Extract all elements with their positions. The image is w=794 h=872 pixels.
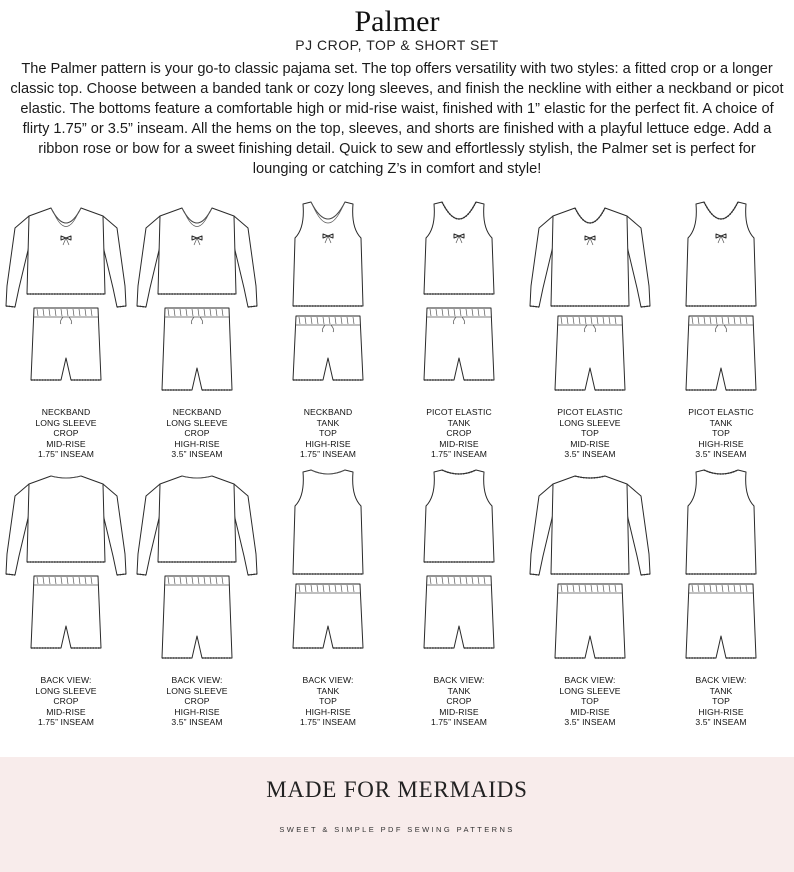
flat-sketch-illustration xyxy=(656,194,786,404)
pattern-title: Palmer xyxy=(354,5,440,38)
caption-line: BACK VIEW: xyxy=(695,675,747,685)
caption-line: BACK VIEW: xyxy=(433,675,485,685)
caption-line: NECKBAND xyxy=(172,407,222,417)
flat-sketch-illustration xyxy=(132,462,262,672)
shorts xyxy=(162,576,232,658)
view-caption xyxy=(525,675,655,728)
caption-line: MID-RISE xyxy=(439,438,479,449)
back-views-row xyxy=(0,462,794,728)
view-caption xyxy=(132,675,262,728)
caption-line: 3.5” INSEAM xyxy=(171,449,223,460)
caption-line: HIGH-RISE xyxy=(305,706,351,717)
tank-body xyxy=(293,470,363,574)
caption-line: CROP xyxy=(446,428,472,439)
caption-line: 1.75” INSEAM xyxy=(299,717,357,728)
front-views-row xyxy=(0,194,794,460)
flat-sketch-illustration xyxy=(656,462,786,672)
left-sleeve xyxy=(530,216,553,307)
caption-line: BACK VIEW: xyxy=(171,675,223,685)
left-sleeve xyxy=(6,216,29,307)
view-caption xyxy=(656,407,786,460)
caption-line: HIGH-RISE xyxy=(698,706,744,717)
view-caption xyxy=(394,675,524,728)
back-sketch-6 xyxy=(656,462,786,728)
caption-line: NECKBAND xyxy=(41,407,91,417)
caption-line: HIGH-RISE xyxy=(174,706,220,717)
shorts xyxy=(686,316,756,390)
front-sketch-6 xyxy=(656,194,786,460)
flat-sketch-illustration xyxy=(132,194,262,404)
caption-line: PICOT ELASTIC xyxy=(426,407,492,417)
shorts xyxy=(162,308,232,390)
flat-sketch-illustration xyxy=(263,462,393,672)
flat-sketch-illustration xyxy=(1,462,131,672)
back-sketch-2 xyxy=(132,462,262,728)
top-body xyxy=(27,208,105,294)
caption-line: 3.5” INSEAM xyxy=(171,717,223,728)
flat-sketch-illustration xyxy=(525,462,655,672)
caption-line: TANK xyxy=(709,685,733,696)
tank-body xyxy=(686,202,756,306)
right-sleeve xyxy=(627,484,650,575)
caption-line: CROP xyxy=(446,696,472,707)
caption-line: 1.75” INSEAM xyxy=(430,449,488,460)
shorts xyxy=(555,316,625,390)
tank-body xyxy=(686,470,756,574)
caption-line: 1.75” INSEAM xyxy=(37,449,95,460)
shorts xyxy=(31,308,101,380)
caption-line: TOP xyxy=(712,428,730,439)
caption-line: TANK xyxy=(316,685,340,696)
left-sleeve xyxy=(137,216,160,307)
pattern-description: The Palmer pattern is your go-to classic pajama set. The top offers versatility with two styles: a fitted crop or a longer classic top. Choose between a banded tank or cozy long sleeves, and finish the neckline with either a neckband or picot elastic. The bottoms feature a comfortable high or mid-rise waist, finished with 1” elastic for the perfect fit. A choice of flirty 1.75” or 3.5” inseam. All the hems on the top, sleeves, and shorts are finished with a playful lettuce edge. Add a ribbon rose or bow for a sweet finishing detail. Quick to sew and effortlessly stylish, the Palmer set is perfect for lounging or catching Z’s in comfort and style! xyxy=(10,61,784,177)
caption-line: CROP xyxy=(53,428,79,439)
caption-line: TOP xyxy=(712,696,730,707)
caption-line: CROP xyxy=(53,696,79,707)
top-body xyxy=(158,208,236,294)
right-sleeve xyxy=(234,484,257,575)
caption-line: MID-RISE xyxy=(46,706,86,717)
pattern-subtitle: PJ CROP, TOP & SHORT SET xyxy=(295,37,499,53)
caption-line: 3.5” INSEAM xyxy=(695,717,747,728)
caption-line: LONG SLEEVE xyxy=(166,417,228,428)
caption-line: BACK VIEW: xyxy=(564,675,616,685)
right-sleeve xyxy=(627,216,650,307)
caption-line: TANK xyxy=(447,417,471,428)
tank-body xyxy=(293,202,363,306)
caption-line: HIGH-RISE xyxy=(174,438,220,449)
view-caption xyxy=(656,675,786,728)
shorts xyxy=(293,316,363,380)
caption-line: HIGH-RISE xyxy=(698,438,744,449)
caption-line: MID-RISE xyxy=(439,706,479,717)
tank-body xyxy=(424,470,494,562)
view-caption xyxy=(132,407,262,460)
front-sketch-3 xyxy=(263,194,393,460)
caption-line: LONG SLEEVE xyxy=(559,417,621,428)
back-sketch-3 xyxy=(263,462,393,728)
view-caption xyxy=(263,407,393,460)
view-caption xyxy=(1,407,131,460)
back-sketch-1 xyxy=(1,462,131,728)
caption-line: CROP xyxy=(184,696,210,707)
caption-line: TANK xyxy=(316,417,340,428)
flat-sketch-illustration xyxy=(1,194,131,404)
caption-line: LONG SLEEVE xyxy=(35,685,97,696)
flat-sketch-illustration xyxy=(394,194,524,404)
caption-line: TANK xyxy=(447,685,471,696)
flat-sketch-illustration xyxy=(525,194,655,404)
caption-line: 3.5” INSEAM xyxy=(564,449,616,460)
caption-line: PICOT ELASTIC xyxy=(557,407,623,417)
shorts xyxy=(293,584,363,648)
shorts xyxy=(424,308,494,380)
caption-line: BACK VIEW: xyxy=(302,675,354,685)
caption-line: TOP xyxy=(581,696,599,707)
caption-line: 3.5” INSEAM xyxy=(695,449,747,460)
caption-line: MID-RISE xyxy=(570,706,610,717)
front-sketch-2 xyxy=(132,194,262,460)
caption-line: MID-RISE xyxy=(570,438,610,449)
tank-body xyxy=(424,202,494,294)
caption-line: TOP xyxy=(319,696,337,707)
caption-line: BACK VIEW: xyxy=(40,675,92,685)
shorts xyxy=(424,576,494,648)
caption-line: MID-RISE xyxy=(46,438,86,449)
flat-sketch-illustration xyxy=(394,462,524,672)
brand-logo-text: MADE FOR MERMAIDS xyxy=(266,777,528,802)
right-sleeve xyxy=(103,216,126,307)
left-sleeve xyxy=(6,484,29,575)
caption-line: LONG SLEEVE xyxy=(35,417,97,428)
shorts xyxy=(31,576,101,648)
caption-line: TANK xyxy=(709,417,733,428)
caption-line: CROP xyxy=(184,428,210,439)
right-sleeve xyxy=(103,484,126,575)
back-sketch-5 xyxy=(525,462,655,728)
shorts xyxy=(686,584,756,658)
view-caption xyxy=(525,407,655,460)
caption-line: LONG SLEEVE xyxy=(559,685,621,696)
flat-sketch-illustration xyxy=(263,194,393,404)
caption-line: LONG SLEEVE xyxy=(166,685,228,696)
top-body xyxy=(551,476,629,574)
caption-line: 3.5” INSEAM xyxy=(564,717,616,728)
view-caption xyxy=(263,675,393,728)
brand-tagline: SWEET & SIMPLE PDF SEWING PATTERNS xyxy=(279,825,515,834)
left-sleeve xyxy=(137,484,160,575)
right-sleeve xyxy=(234,216,257,307)
left-sleeve xyxy=(530,484,553,575)
caption-line: 1.75” INSEAM xyxy=(299,449,357,460)
caption-line: 1.75” INSEAM xyxy=(430,717,488,728)
shorts xyxy=(555,584,625,658)
front-sketch-5 xyxy=(525,194,655,460)
front-sketch-4 xyxy=(394,194,524,460)
top-body xyxy=(27,476,105,562)
view-caption xyxy=(1,675,131,728)
caption-line: HIGH-RISE xyxy=(305,438,351,449)
back-sketch-4 xyxy=(394,462,524,728)
brand-footer xyxy=(0,757,794,872)
caption-line: NECKBAND xyxy=(303,407,353,417)
caption-line: 1.75” INSEAM xyxy=(37,717,95,728)
view-caption xyxy=(394,407,524,460)
front-sketch-1 xyxy=(1,194,131,460)
caption-line: PICOT ELASTIC xyxy=(688,407,754,417)
caption-line: TOP xyxy=(319,428,337,439)
caption-line: TOP xyxy=(581,428,599,439)
top-body xyxy=(158,476,236,562)
